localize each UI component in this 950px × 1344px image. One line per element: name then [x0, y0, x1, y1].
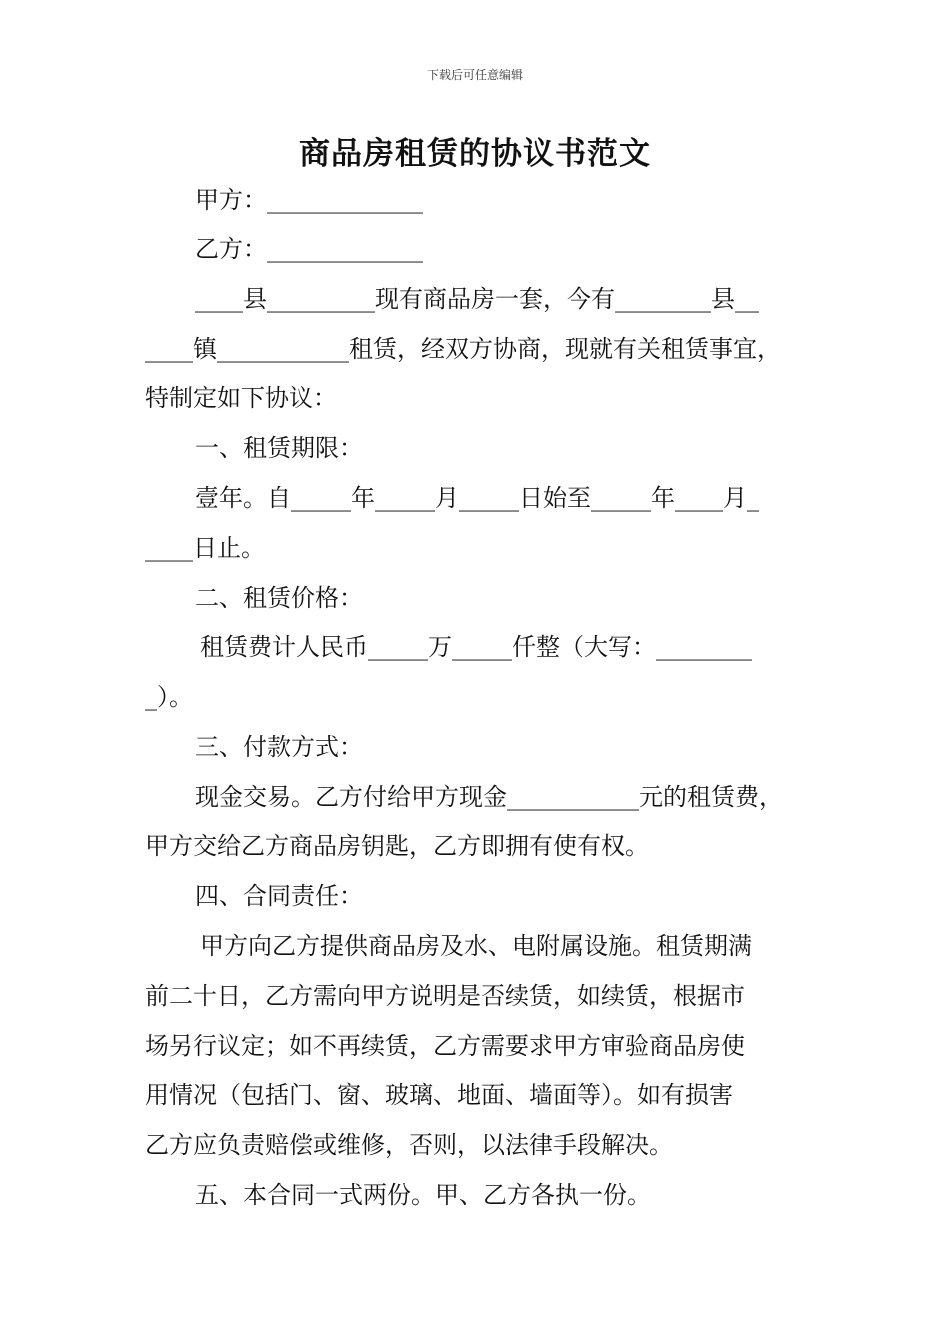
section-1-line-1: 壹年。自_____年_____月_____日始至_____年____月_ — [195, 484, 759, 512]
section-2-line-1: 租赁费计人民币_____万_____仟整（大写：________ — [200, 633, 752, 661]
section-5-line: 五、本合同一式两份。甲、乙方各执一份。 — [195, 1181, 651, 1209]
section-3-heading: 三、付款方式： — [195, 733, 363, 761]
section-4-line-4: 用情况（包括门、窗、玻璃、地面、墙面等）。如有损害 — [145, 1081, 733, 1109]
section-3-line-2: 甲方交给乙方商品房钥匙，乙方即拥有使有权。 — [145, 832, 649, 860]
section-1-heading: 一、租赁期限： — [195, 434, 363, 462]
intro-line-3: 特制定如下协议： — [145, 384, 337, 412]
section-4-line-3: 场另行议定；如不再续赁，乙方需要求甲方审验商品房使 — [145, 1032, 745, 1060]
section-3-line-1: 现金交易。乙方付给甲方现金___________元的租赁费， — [195, 783, 783, 811]
document-title: 商品房租赁的协议书范文 — [299, 136, 651, 172]
party-b-line: 乙方：_____________ — [195, 235, 423, 263]
section-2-heading: 二、租赁价格： — [195, 584, 363, 612]
intro-line-2: ____镇___________租赁，经双方协商，现就有关租赁事宜， — [145, 335, 781, 363]
section-4-line-5: 乙方应负责赔偿或维修，否则，以法律手段解决。 — [145, 1131, 673, 1159]
section-4-line-2: 前二十日，乙方需向甲方说明是否续赁，如续赁，根据市 — [145, 982, 745, 1010]
section-4-heading: 四、合同责任： — [195, 882, 363, 910]
intro-line-1: ____县_________现有商品房一套，今有________县__ — [195, 285, 759, 313]
header-note: 下载后可任意编辑 — [426, 68, 523, 82]
section-1-line-2: ____日止。 — [145, 534, 265, 562]
party-a-line: 甲方：_____________ — [195, 186, 423, 214]
section-4-line-1: 甲方向乙方提供商品房及水、电附属设施。租赁期满 — [200, 932, 752, 960]
section-2-line-2: _）。 — [145, 683, 193, 711]
